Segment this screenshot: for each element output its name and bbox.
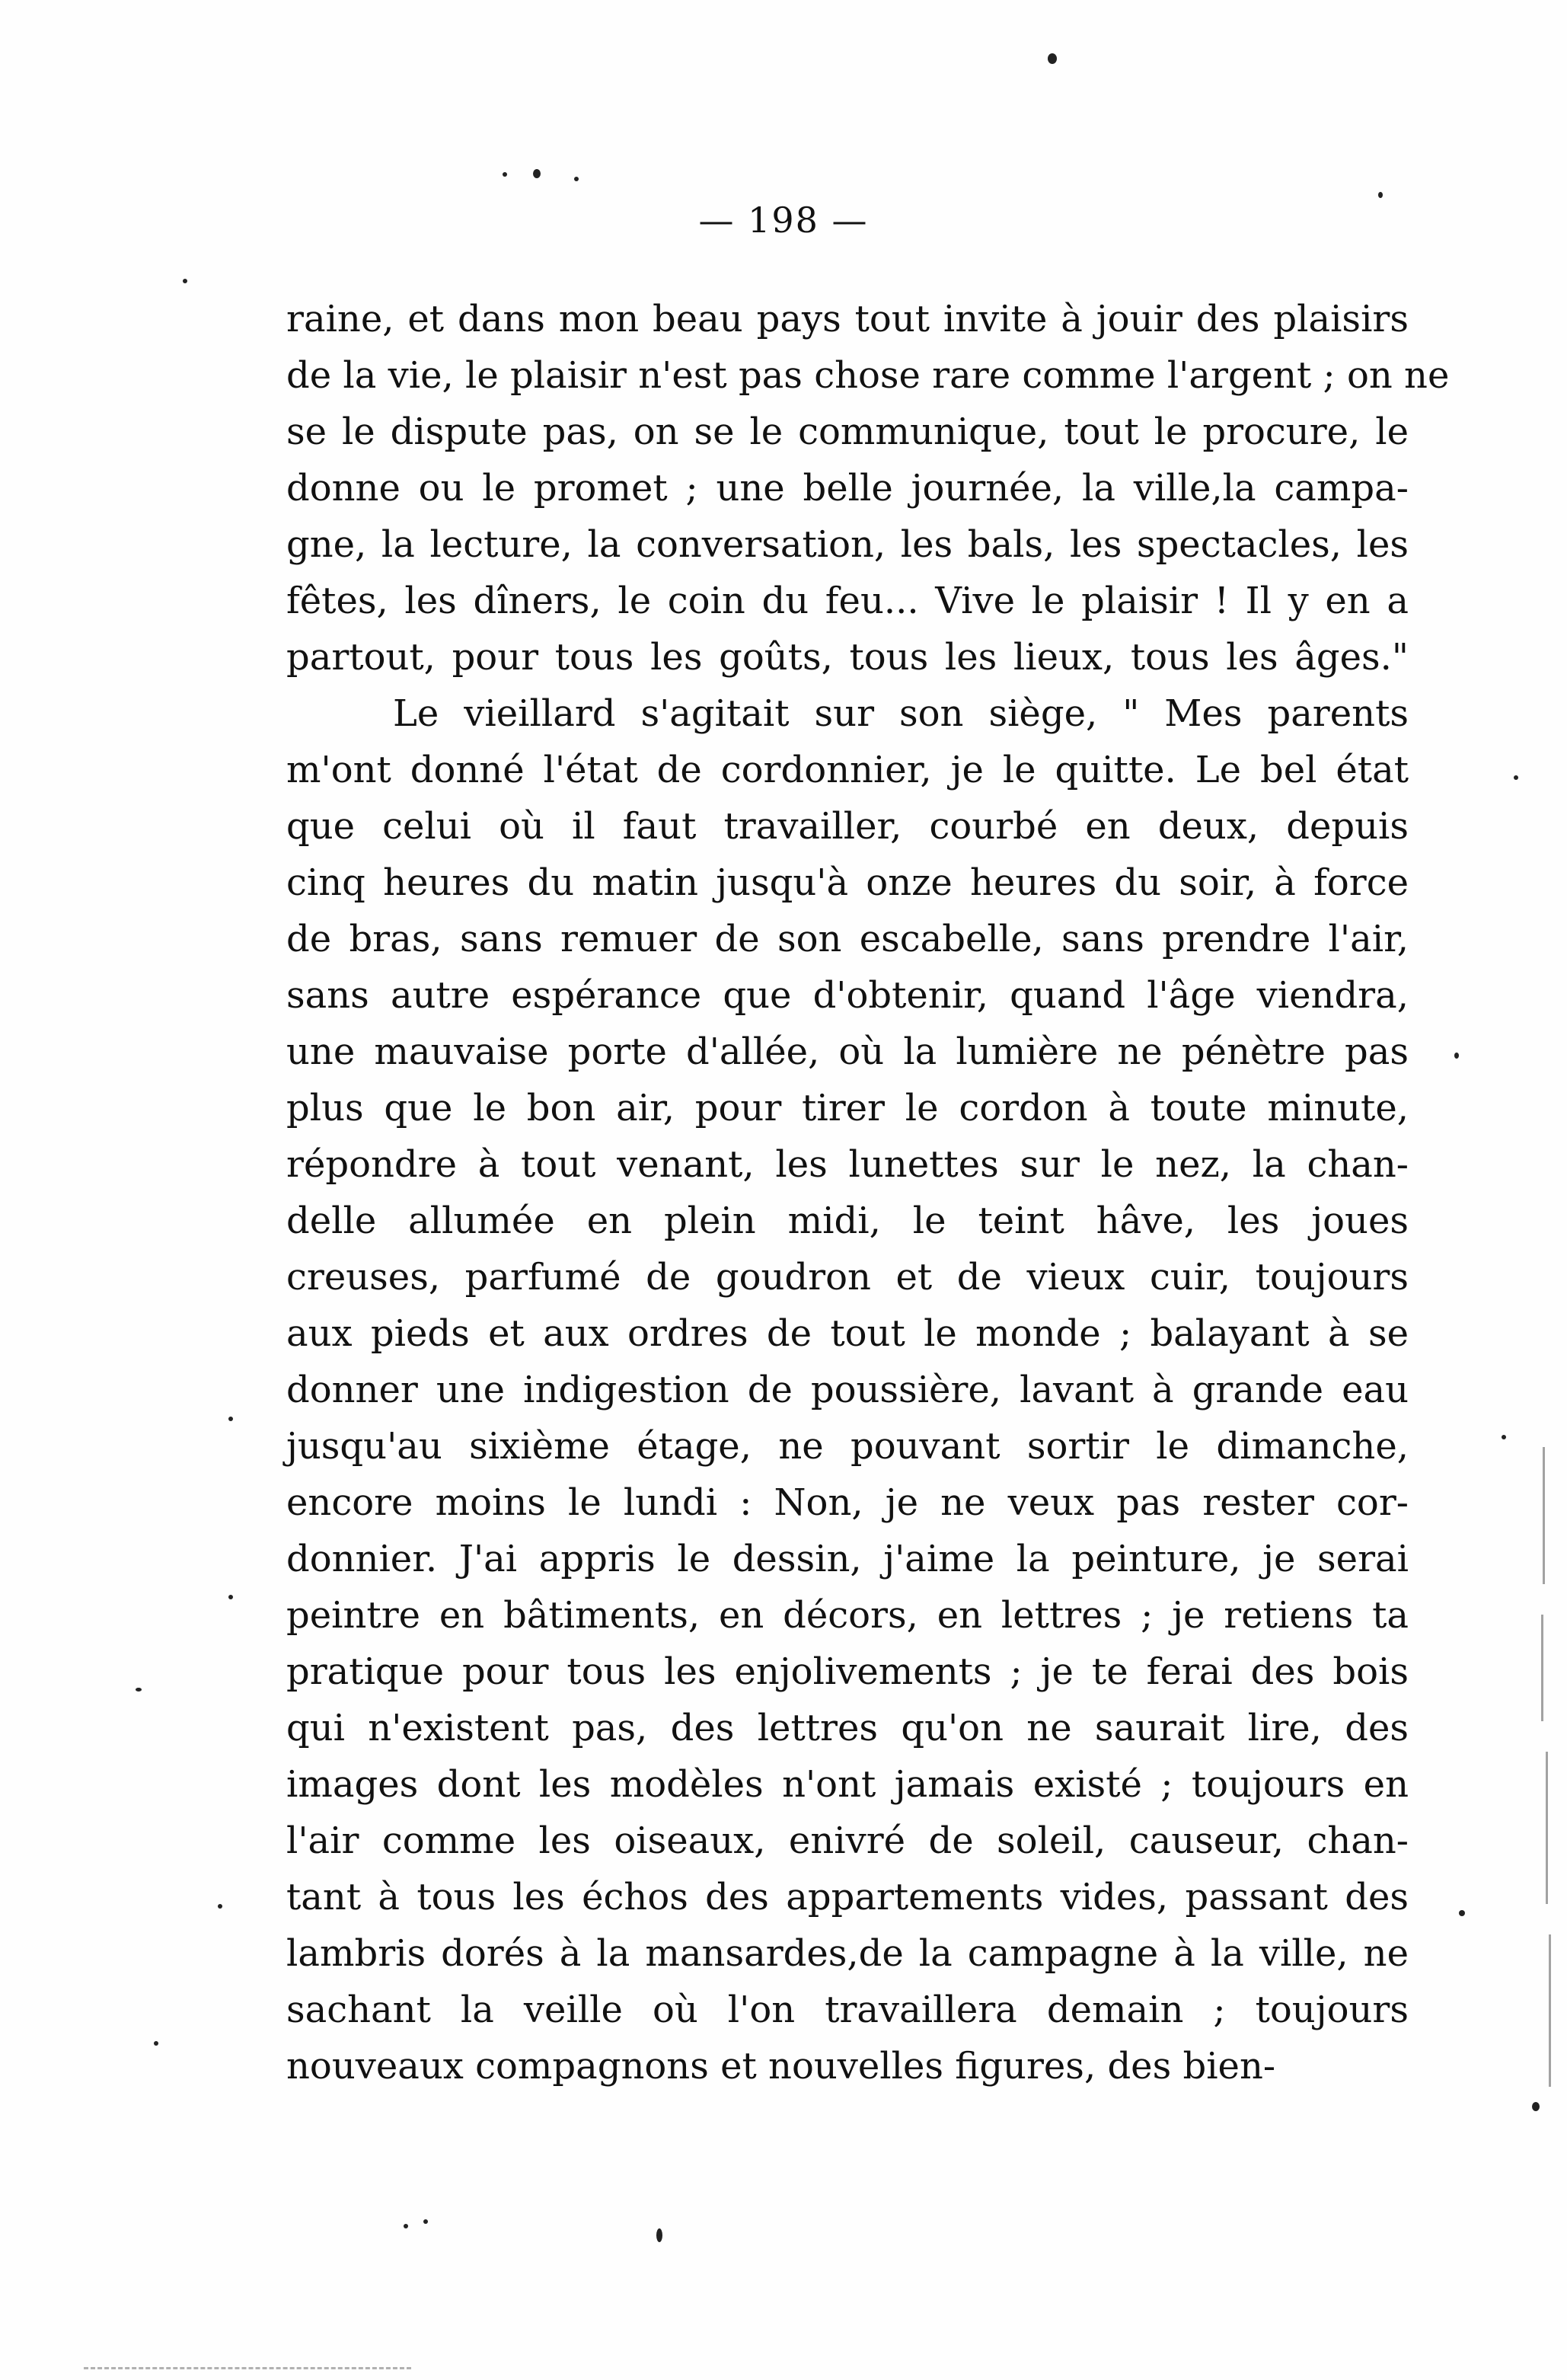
- paragraph-first-line: Le vieillard s'agitait sur son siège, " Mes parents: [393, 692, 1409, 735]
- scan-speck: [228, 1595, 233, 1599]
- text-line: plus que le bon air, pour tirer le cordon à toute minute,: [286, 1087, 1409, 1129]
- scan-speck: [1514, 775, 1518, 780]
- scan-speck: [574, 177, 579, 181]
- body-text: [286, 291, 1450, 2094]
- text-line: sachant la veille où l'on travaillera demain ; toujours: [286, 1989, 1409, 2031]
- text-line: peintre en bâtiments, en décors, en lettres ; je retiens ta: [286, 1594, 1409, 1637]
- scan-speck: [136, 1688, 142, 1692]
- text-line: répondre à tout venant, les lunettes sur le nez, la chan-: [286, 1143, 1409, 1186]
- text-line: donne ou le promet ; une belle journée, la ville,la campa-: [286, 467, 1409, 510]
- text-line: une mauvaise porte d'allée, où la lumière ne pénètre pas: [286, 1030, 1409, 1073]
- scan-speck: [533, 169, 541, 178]
- page-number: — 198 —: [698, 200, 869, 241]
- text-line: m'ont donné l'état de cordonnier, je le quitte. Le bel état: [286, 749, 1409, 791]
- text-line: que celui où il faut travailler, courbé en deux, depuis: [286, 805, 1409, 848]
- scan-speck: [183, 279, 187, 283]
- scan-speck: [404, 2224, 408, 2228]
- scan-speck: [503, 172, 507, 177]
- scan-speck: [1532, 2102, 1540, 2111]
- text-line: sans autre espérance que d'obtenir, quand l'âge viendra,: [286, 974, 1409, 1017]
- scan-edge-mark: [1549, 1934, 1551, 2087]
- text-line: aux pieds et aux ordres de tout le monde ; balayant à se: [286, 1312, 1409, 1355]
- text-line: creuses, parfumé de goudron et de vieux cuir, toujours: [286, 1256, 1409, 1299]
- text-line: partout, pour tous les goûts, tous les lieux, tous les âges.": [286, 636, 1409, 679]
- scan-speck: [656, 2228, 662, 2242]
- text-line: cinq heures du matin jusqu'à onze heures du soir, à force: [286, 861, 1409, 904]
- scan-speck: [423, 2219, 428, 2224]
- scan-edge-mark: [1543, 1447, 1545, 1584]
- scan-speck: [1048, 53, 1057, 64]
- text-line: de bras, sans remuer de son escabelle, sans prendre l'air,: [286, 918, 1409, 960]
- text-line: qui n'existent pas, des lettres qu'on ne saurait lire, des: [286, 1707, 1409, 1749]
- scan-speck: [228, 1417, 233, 1421]
- text-line: jusqu'au sixième étage, ne pouvant sortir le dimanche,: [286, 1425, 1409, 1468]
- scan-edge-mark: [1541, 1615, 1543, 1721]
- text-line: se le dispute pas, on se le communique, tout le procure, le: [286, 411, 1409, 453]
- scan-speck: [1378, 192, 1383, 198]
- text-line: fêtes, les dîners, le coin du feu... Vive le plaisir ! Il y en a: [286, 580, 1409, 622]
- text-line: delle allumée en plein midi, le teint hâve, les joues: [286, 1200, 1409, 1242]
- text-line: donner une indigestion de poussière, lavant à grande eau: [286, 1369, 1409, 1411]
- text-line: l'air comme les oiseaux, enivré de soleil, causeur, chan-: [286, 1819, 1409, 1862]
- text-line: pratique pour tous les enjolivements ; je te ferai des bois: [286, 1650, 1409, 1693]
- text-line: de la vie, le plaisir n'est pas chose rare comme l'argent ; on ne: [286, 354, 1450, 397]
- text-line: lambris dorés à la mansardes,de la campagne à la ville, ne: [286, 1932, 1409, 1975]
- text-line: encore moins le lundi : Non, je ne veux pas rester cor-: [286, 1481, 1409, 1524]
- scan-speck: [1454, 1053, 1459, 1059]
- scan-edge-mark: [84, 2367, 411, 2372]
- text-line: gne, la lecture, la conversation, les bals, les spectacles, les: [286, 523, 1409, 566]
- text-line: tant à tous les échos des appartements vides, passant des: [286, 1876, 1409, 1918]
- scan-speck: [1502, 1435, 1506, 1439]
- text-line: images dont les modèles n'ont jamais existé ; toujours en: [286, 1763, 1409, 1806]
- text-line: nouveaux compagnons et nouvelles figures, des bien-: [286, 2045, 1276, 2088]
- text-line: raine, et dans mon beau pays tout invite à jouir des plaisirs: [286, 298, 1409, 340]
- scan-edge-mark: [1546, 1752, 1548, 1904]
- scan-speck: [218, 1904, 222, 1909]
- scan-speck: [154, 2041, 158, 2046]
- scan-speck: [1459, 1910, 1465, 1916]
- text-line: donnier. J'ai appris le dessin, j'aime la peinture, je serai: [286, 1538, 1409, 1580]
